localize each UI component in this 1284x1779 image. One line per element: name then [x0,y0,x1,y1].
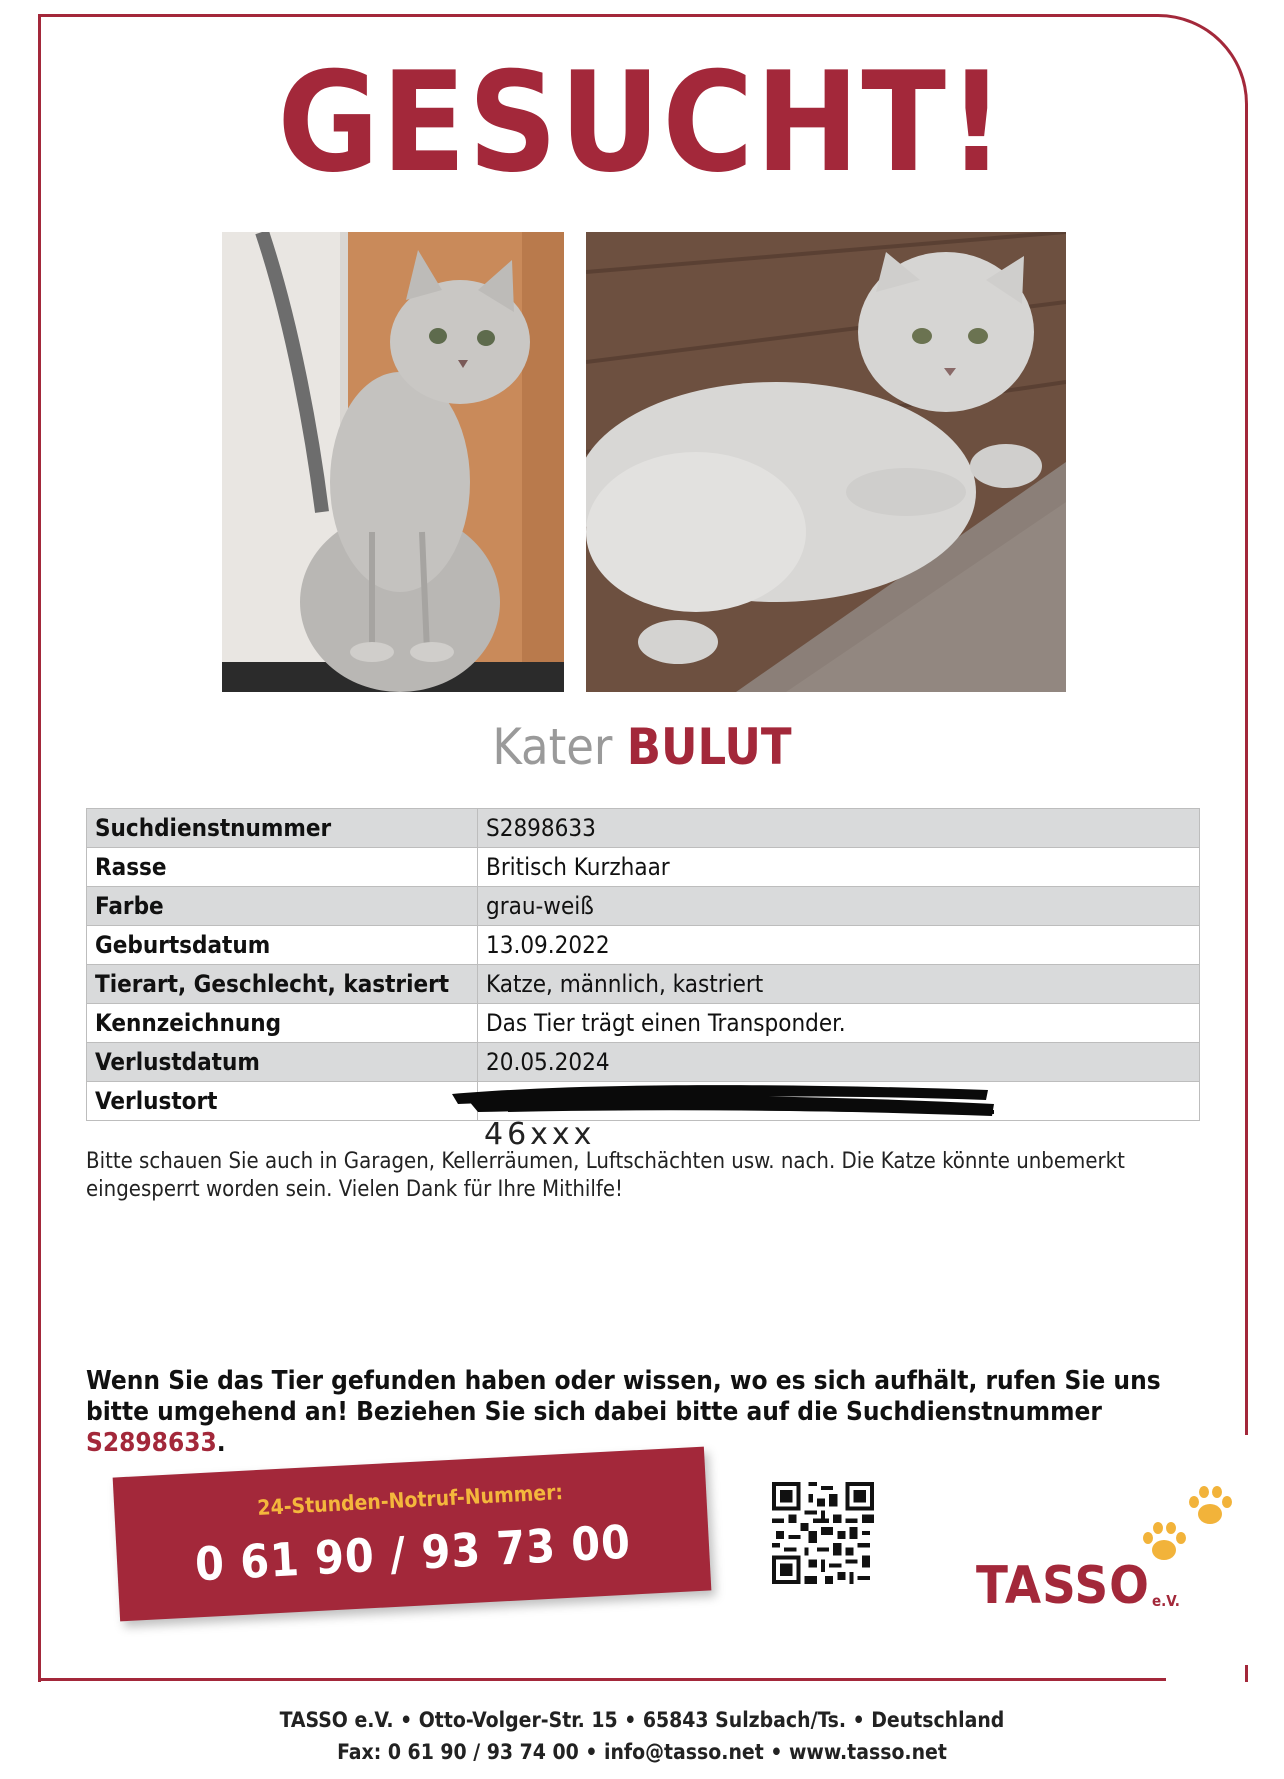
row-label: Verlustdatum [87,1043,478,1082]
footer-contact: Fax: 0 61 90 / 93 74 00 • info@tasso.net • www.tasso.net [337,1740,947,1764]
row-value: S2898633 [478,809,1200,848]
hotline-label: 24-Stunden-Notruf-Nummer: [256,1480,564,1521]
table-row [87,887,1200,926]
call-search-number: S2898633 [86,1428,217,1458]
animal-kind: Kater [492,718,613,776]
qr-code-icon[interactable] [772,1482,874,1584]
row-label: Geburtsdatum [87,926,478,965]
footer-address: TASSO e.V. • Otto-Volger-Str. 15 • 65843 Sulzbach/Ts. • Deutschland [279,1708,1005,1732]
table-row [87,926,1200,965]
row-label: Verlustort [87,1082,478,1121]
table-row [87,809,1200,848]
paw-print-icon [1186,1484,1234,1528]
animal-name-heading [0,718,1284,776]
tasso-logo: TASSO [976,1556,1150,1616]
poster-title: GESUCHT! [277,42,1007,203]
row-label: Rasse [87,848,478,887]
row-label: Kennzeichnung [87,1004,478,1043]
row-value: 13.09.2022 [478,926,1200,965]
row-value: grau-weiß [478,887,1200,926]
cat-photo-lying [586,232,1066,692]
frame-gap [1236,1435,1256,1665]
row-value: Britisch Kurzhaar [478,848,1200,887]
table-row [87,848,1200,887]
call-text: Wenn Sie das Tier gefunden haben oder wissen, wo es sich aufhält, rufen Sie uns bitte umgehend an! Beziehen Sie sich dabei bitte auf die Suchdienstnummer [86,1366,1161,1427]
row-label: Tierart, Geschlecht, kastriert [87,965,478,1004]
row-value: Katze, männlich, kastriert [478,965,1200,1004]
table-row [87,1043,1200,1082]
call-to-action [86,1366,1216,1459]
tasso-logo-suffix: e.V. [1152,1592,1180,1610]
table-row [87,965,1200,1004]
row-label: Suchdienstnummer [87,809,478,848]
cat-photo-sitting [222,232,564,692]
hotline-number[interactable]: 0 61 90 / 93 73 00 [193,1514,633,1592]
table-row [87,1004,1200,1043]
row-value: 20.05.2024 [478,1043,1200,1082]
call-end: . [216,1428,226,1458]
poster-frame-bottom [38,1678,1166,1681]
row-label: Farbe [87,887,478,926]
animal-info-table [86,808,1200,1121]
animal-name: BULUT [626,718,792,776]
handwritten-postcode: 46xxx [484,1117,596,1152]
row-value: Das Tier trägt einen Transponder. [478,1004,1200,1043]
search-note: Bitte schauen Sie auch in Garagen, Kellerräumen, Luftschächten usw. nach. Die Katze könnte unbemerkt eingesperrt worden sein. Vielen Dank für Ihre Mithilfe! [86,1149,1125,1202]
